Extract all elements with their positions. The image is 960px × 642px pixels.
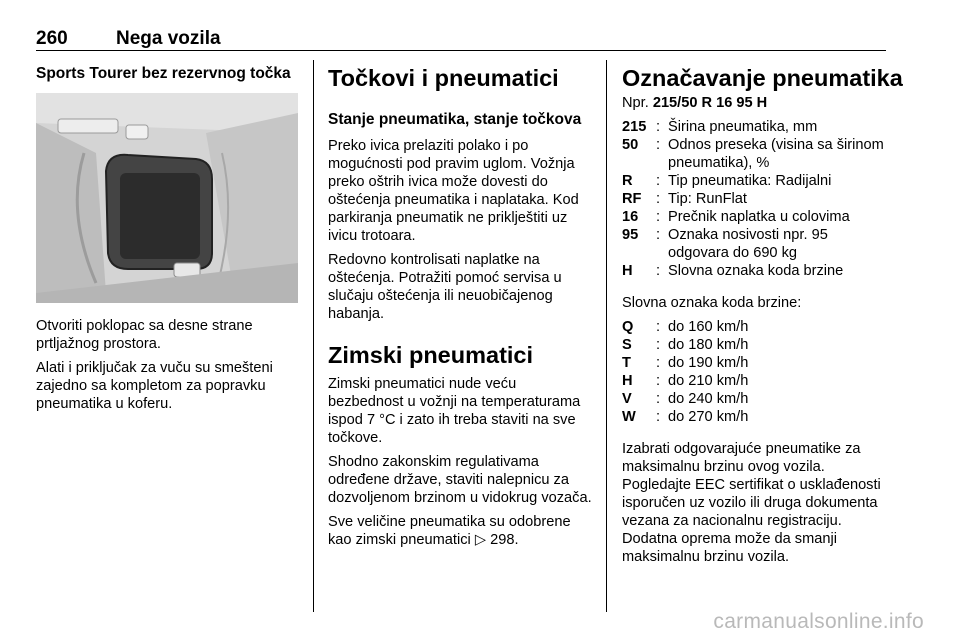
speed-code-row-value: do 210 km/h — [668, 373, 749, 389]
trunk-compartment-photo — [36, 93, 298, 303]
speed-code-row-value: do 190 km/h — [668, 355, 749, 371]
speed-code-row-value: do 240 km/h — [668, 391, 749, 407]
paragraph-open-cover: Otvoriti poklopac sa desne strane prtljažnog prostora. — [36, 318, 253, 352]
designation-row-value: Širina pneumatika, mm — [668, 119, 818, 135]
colon-separator: : — [656, 373, 661, 389]
paragraph-tools-location: Alati i priključak za vuču su smešteni zajedno sa kompletom za popravku pneumatika u koferu. — [36, 360, 273, 412]
colon-separator: : — [656, 191, 661, 207]
speed-code-row-key: H — [622, 373, 633, 389]
speed-code-row — [622, 318, 890, 336]
speed-code-row — [622, 390, 890, 408]
speed-code-row-key: Q — [622, 319, 634, 335]
paragraph-kerbs: Preko ivica prelaziti polako i po mogućnosti pod pravim uglom. Vožnja preko oštrih ivica može dovesti do oštećenja pneumatika i naplataka. Kod parkiranja pneumatik ne priklještiti uz ivicu trotoara. — [328, 138, 579, 244]
speed-code-row — [622, 372, 890, 390]
designation-row — [622, 262, 890, 280]
paragraph-rim-check: Redovno kontrolisati naplatke na oštećenja. Potražiti pomoć servisa u slučaju oštećenja ili neuobičajenog habanja. — [328, 252, 562, 322]
speed-code-row — [622, 408, 890, 426]
colon-separator: : — [656, 137, 661, 153]
section-title-winter-tyres: Zimski pneumatici — [328, 342, 534, 368]
designation-row-value: Tip pneumatika: Radijalni — [668, 173, 832, 189]
designation-row-value: Oznaka nosivosti npr. 95 odgovara do 690 kg — [668, 227, 828, 261]
designation-row-key: R — [622, 173, 633, 189]
designation-row-value: Tip: RunFlat — [668, 191, 747, 207]
paragraph-speed-sticker: Shodno zakonskim regulativama određene države, staviti nalepnicu za dozvoljenom brzinom u vidokrug vozača. — [328, 454, 592, 506]
example-designation — [622, 94, 890, 112]
designation-row — [622, 136, 890, 172]
designation-row — [622, 190, 890, 208]
watermark-text: carmanualsonline.info — [713, 610, 924, 633]
speed-code-row-value: do 180 km/h — [668, 337, 749, 353]
page-number: 260 — [36, 28, 68, 49]
section-title-tyre-designations: Označavanje pneumatika — [622, 65, 903, 91]
column-left — [36, 64, 298, 419]
example-prefix: Npr. — [622, 95, 649, 111]
speed-code-row — [622, 354, 890, 372]
speed-code-row-key: V — [622, 391, 632, 407]
designation-row — [622, 172, 890, 190]
designation-row — [622, 208, 890, 226]
designation-row-key: 95 — [622, 227, 639, 243]
header-rule — [36, 50, 886, 51]
designation-code-list — [622, 118, 890, 280]
column-divider-1 — [313, 60, 314, 612]
colon-separator: : — [656, 337, 661, 353]
column-middle — [328, 64, 592, 555]
designation-row-key: 50 — [622, 137, 639, 153]
colon-separator: : — [656, 173, 661, 189]
paragraph-winter-sizes — [328, 513, 592, 549]
colon-separator: : — [656, 409, 661, 425]
column-divider-2 — [606, 60, 607, 612]
colon-separator: : — [656, 355, 661, 371]
designation-row — [622, 118, 890, 136]
example-code: 215/50 R 16 95 H — [652, 95, 768, 111]
column-right — [622, 64, 903, 572]
designation-row-value: Slovna oznaka koda brzine — [668, 263, 844, 279]
section-title-wheels-tyres: Točkovi i pneumatici — [328, 65, 559, 91]
speed-code-intro: Slovna oznaka koda brzine: — [622, 295, 802, 311]
speed-code-row-key: T — [622, 355, 631, 371]
designation-row-key: 215 — [622, 119, 647, 135]
running-title: Nega vozila — [116, 28, 221, 49]
designation-row-key: RF — [622, 191, 642, 207]
designation-row-value: Odnos preseka (visina sa širinom pneumatika), % — [668, 137, 884, 171]
designation-row — [622, 226, 890, 262]
speed-code-row-value: do 270 km/h — [668, 409, 749, 425]
winter-sizes-text: Sve veličine pneumatika su odobrene kao zimski pneumatici — [328, 514, 571, 548]
colon-separator: : — [656, 391, 661, 407]
speed-code-row-key: W — [622, 409, 636, 425]
colon-separator: : — [656, 319, 661, 335]
arrow-right-icon: ▷ — [474, 532, 491, 548]
speed-code-row-key: S — [622, 337, 632, 353]
trunk-illustration — [36, 93, 298, 303]
speed-code-list — [622, 318, 890, 426]
paragraph-winter-safety: Zimski pneumatici nude veću bezbednost u vožnji na temperaturama ispod 7 °C i zato ih treba staviti na sve točkove. — [328, 376, 581, 446]
colon-separator: : — [656, 209, 661, 225]
designation-row-key: H — [622, 263, 633, 279]
speed-code-row-value: do 160 km/h — [668, 319, 749, 335]
colon-separator: : — [656, 227, 661, 243]
page-reference-link[interactable]: 298. — [490, 532, 519, 548]
speed-code-row — [622, 336, 890, 354]
section-heading-sports-tourer: Sports Tourer bez rezervnog točka — [36, 65, 291, 82]
subheading-tyre-condition: Stanje pneumatika, stanje točkova — [328, 111, 582, 128]
colon-separator: : — [656, 263, 661, 279]
paragraph-tyre-selection: Izabrati odgovarajuće pneumatike za maksimalnu brzinu ovog vozila. Pogledajte EEC sertifikat o usklađenosti isporučen uz vozilo ili druga dokumenta vezana za nacionalnu registraciju. Dodatna oprema može da smanji maksimalnu brzinu vozila. — [622, 441, 881, 565]
designation-row-key: 16 — [622, 209, 639, 225]
designation-row-value: Prečnik naplatka u colovima — [668, 209, 850, 225]
colon-separator: : — [656, 119, 661, 135]
